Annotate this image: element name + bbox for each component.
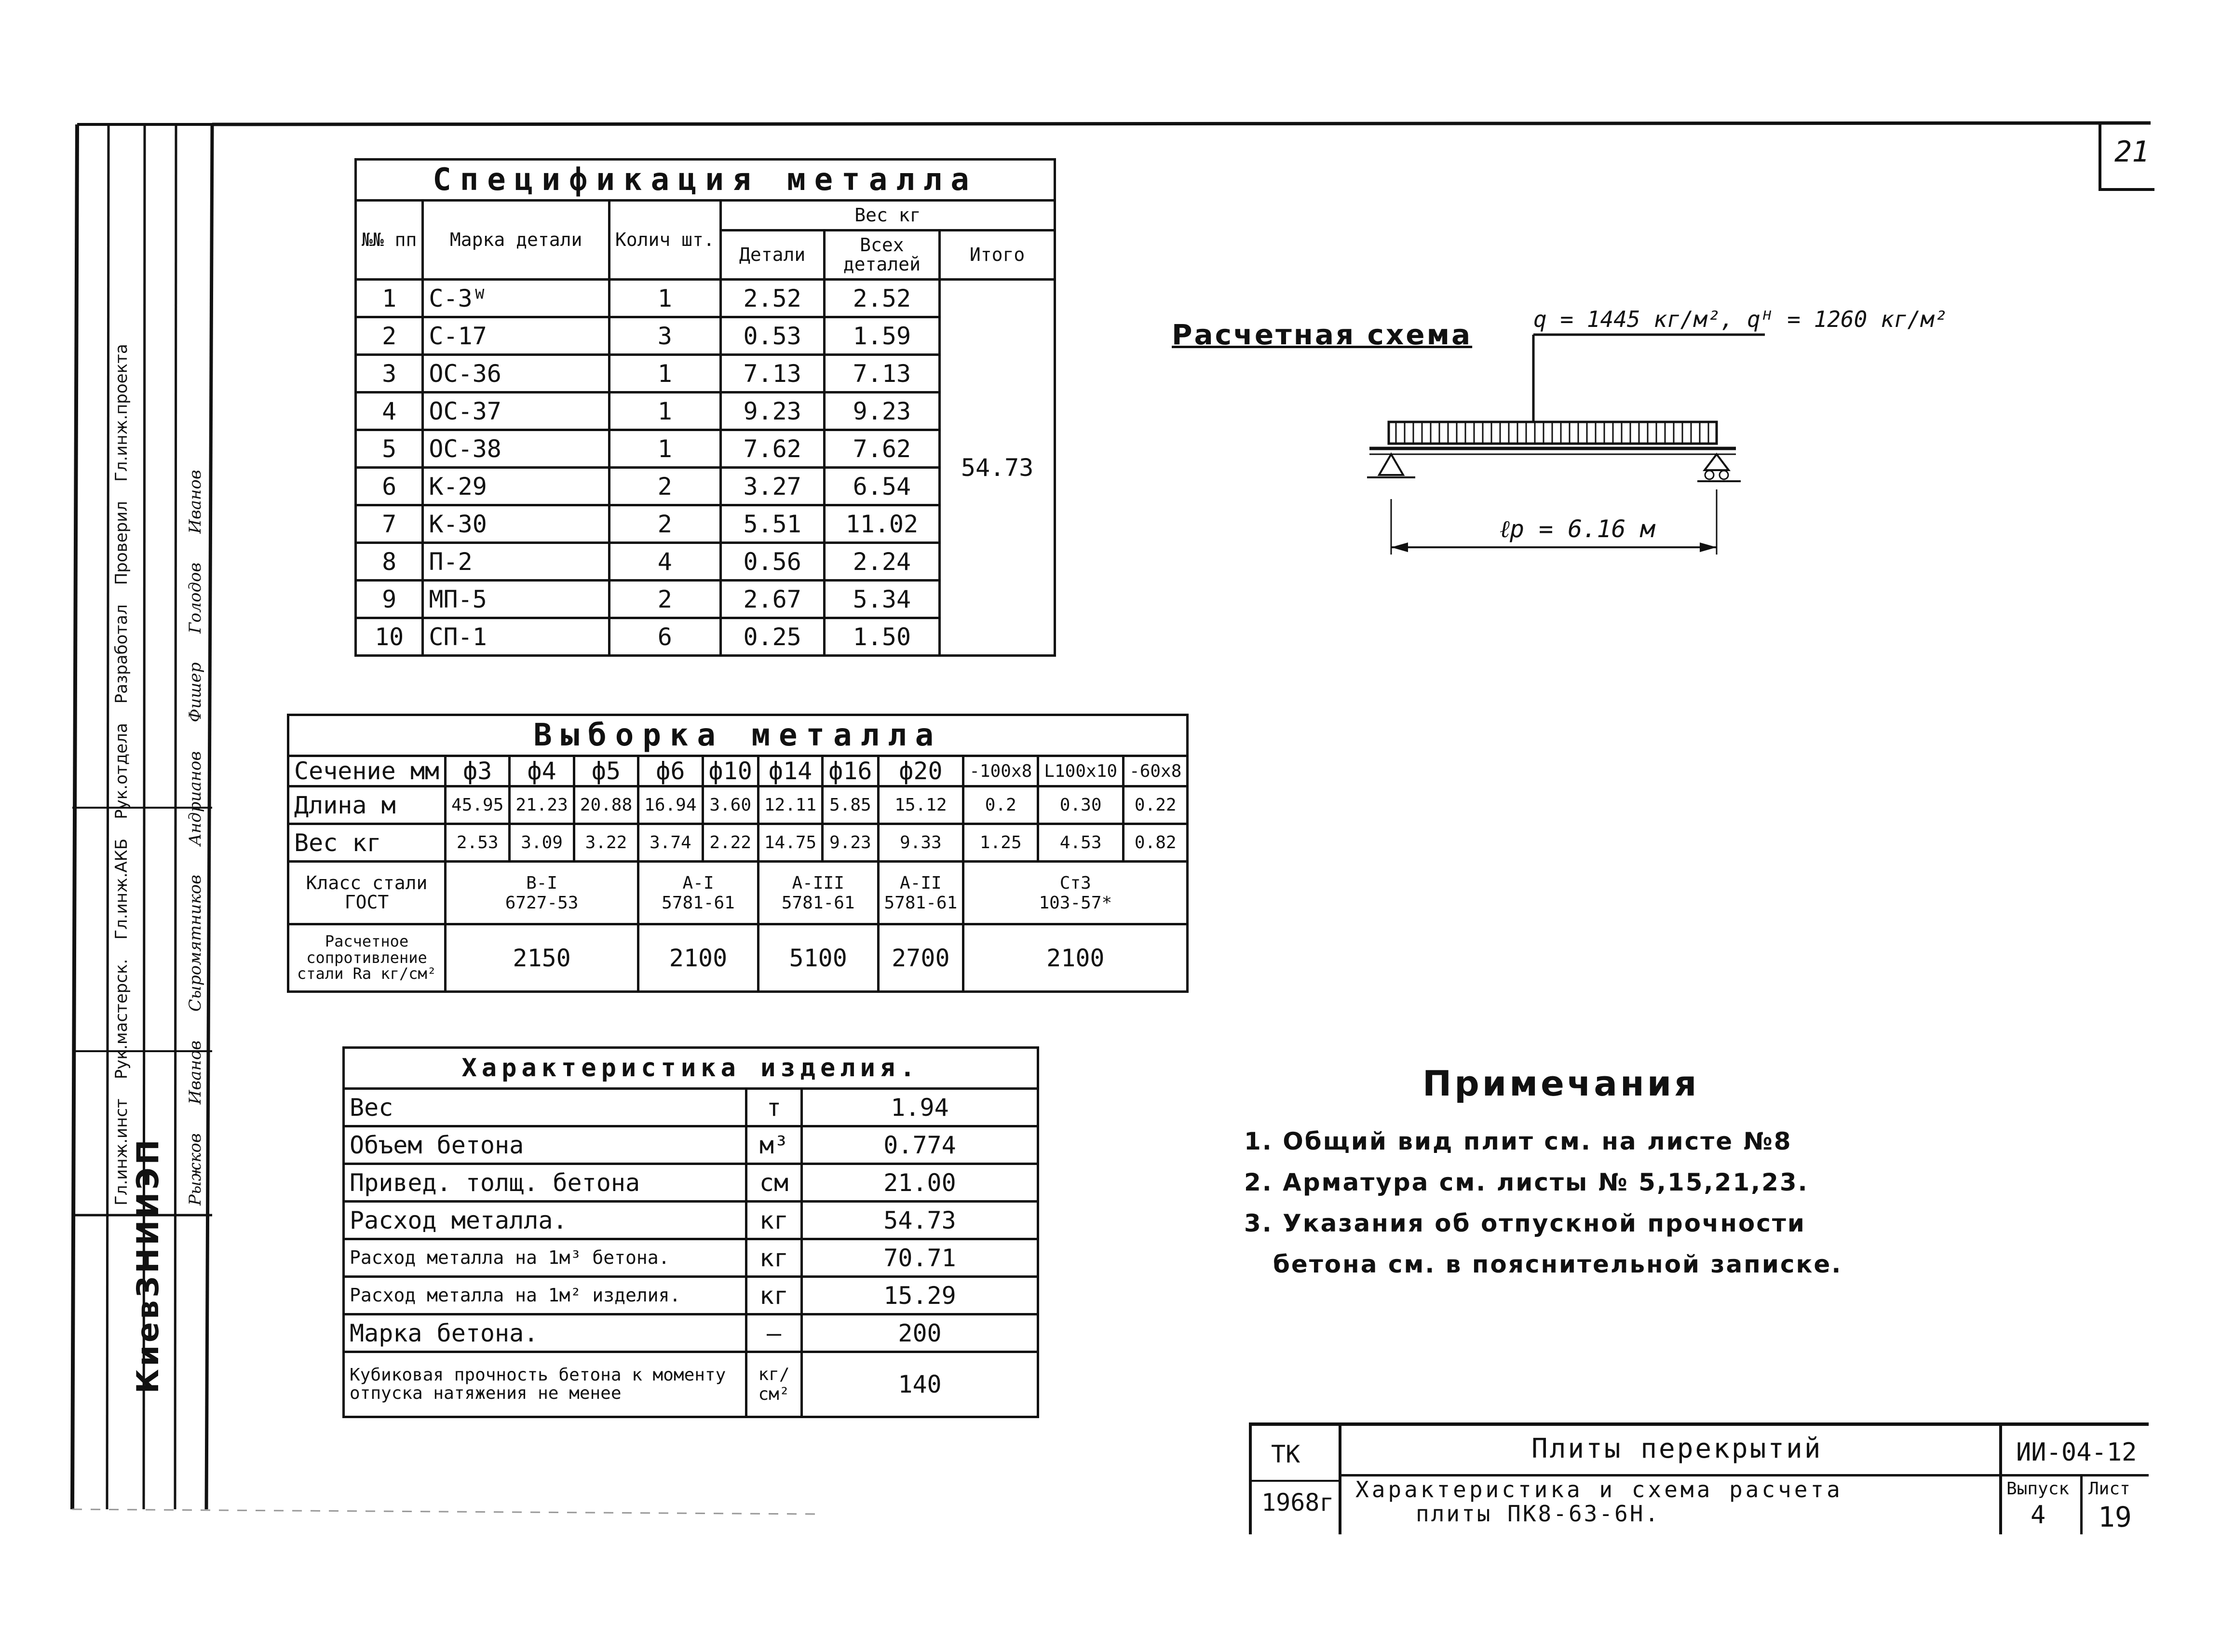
gost-number: 103-57* (1039, 893, 1112, 913)
stamp-issue-label: Выпуск (2006, 1479, 2070, 1499)
char-value: 15.29 (802, 1277, 1038, 1314)
notes-title: Примечания (1422, 1063, 1700, 1104)
vyborka-cell: -60х8 (1124, 756, 1188, 786)
spec-cell: 5.51 (720, 505, 824, 543)
vyborka-cell: 12.11 (758, 786, 822, 824)
vyborka-cell: 3.09 (510, 824, 574, 862)
table-row (344, 1239, 1038, 1277)
char-label: Марка бетона. (344, 1314, 746, 1352)
vyborka-cell: 4.53 (1038, 824, 1124, 862)
spec-cell: 9.23 (720, 393, 824, 430)
vyborka-cell: 3.60 (703, 786, 758, 824)
spec-cell: С-17 (423, 317, 609, 355)
gost-number: 5781-61 (662, 893, 735, 913)
table-row (344, 1352, 1038, 1417)
vyborka-title: Выборка металла (288, 715, 1188, 756)
vyborka-label: Сечение мм (288, 756, 446, 786)
spec-cell: П-2 (423, 543, 609, 581)
char-title: Характеристика изделия. (344, 1048, 1038, 1089)
spec-cell: 7.13 (824, 355, 940, 393)
vyborka-cell: 3.74 (638, 824, 703, 862)
spec-cell: 1.59 (824, 317, 940, 355)
title-block (1249, 1422, 2149, 1534)
vyborka-cell: L100х10 (1038, 756, 1124, 786)
spec-cell: 3 (609, 317, 720, 355)
vyborka-cell: 9.33 (878, 824, 963, 862)
side-org-label: КиевЗНИИЭП (130, 1137, 165, 1394)
table-row (344, 1089, 1038, 1126)
vyborka-cell: 2150 (446, 924, 638, 992)
spec-cell: 0.25 (720, 618, 824, 656)
vyborka-label: Расчетное сопротивление стали Rа кг/см² (288, 924, 446, 992)
stamp-org: ТК (1271, 1440, 1300, 1468)
spec-cell: 10 (356, 618, 423, 656)
vyborka-cell: 14.75 (758, 824, 822, 862)
char-label: Расход металла на 1м² изделия. (344, 1277, 746, 1314)
vyborka-label: Вес кг (288, 824, 446, 862)
vyborka-cell: 0.2 (963, 786, 1038, 824)
spec-cell: ОС-36 (423, 355, 609, 393)
note-item: 3. Указания об отпускной прочности (1244, 1209, 1806, 1237)
char-label: Расход металла. (344, 1202, 746, 1239)
char-unit: т (746, 1089, 802, 1126)
note-item: бетона см. в пояснительной записке. (1273, 1250, 1842, 1278)
char-value: 200 (802, 1314, 1038, 1352)
scheme-title: Расчетная схема (1172, 318, 1473, 351)
vyborka-cell: 2100 (638, 924, 758, 992)
table-row (344, 1277, 1038, 1314)
table-row (344, 1126, 1038, 1164)
stamp-title-main: Плиты перекрытий (1531, 1433, 1823, 1464)
vyborka-cell: 15.12 (878, 786, 963, 824)
spec-cell: 4 (356, 393, 423, 430)
char-unit: кг (746, 1202, 802, 1239)
side-name: Голодов (186, 562, 205, 634)
vyborka-cell: 3.22 (574, 824, 638, 862)
vyborka-cell: -100х8 (963, 756, 1038, 786)
spec-cell: МП-5 (423, 581, 609, 618)
char-value: 0.774 (802, 1126, 1038, 1164)
spec-cell: 2.52 (824, 280, 940, 317)
spec-col-detail: Детали (720, 230, 824, 280)
vyborka-cell: 0.22 (1124, 786, 1188, 824)
spec-total: 54.73 (940, 280, 1055, 656)
side-role: Разработал (112, 604, 131, 704)
vyborka-table (287, 714, 1189, 993)
spec-cell: 7 (356, 505, 423, 543)
table-row (288, 824, 1188, 862)
sheet-corner-number: 21 (2114, 135, 2150, 169)
table-row (288, 862, 1188, 924)
spec-cell: С-3ᵂ (423, 280, 609, 317)
spec-cell: 1 (356, 280, 423, 317)
spec-cell: 1 (609, 430, 720, 468)
vyborka-class (446, 862, 638, 924)
spec-cell: 5.34 (824, 581, 940, 618)
vyborka-cell: ф14 (758, 756, 822, 786)
char-value: 70.71 (802, 1239, 1038, 1277)
char-unit: кг (746, 1239, 802, 1277)
vyborka-cell: 2.53 (446, 824, 510, 862)
spec-cell: 1.50 (824, 618, 940, 656)
spec-col-no: №№ пп (356, 201, 423, 280)
vyborka-cell: 2.22 (703, 824, 758, 862)
spec-col-total: Итого (940, 230, 1055, 280)
class-name: Ст3 (1059, 873, 1091, 893)
table-row (344, 1164, 1038, 1202)
scheme-load-label: q = 1445 кг/м², qᴴ = 1260 кг/м² (1533, 306, 1948, 332)
spec-cell: 6 (609, 618, 720, 656)
note-item: 2. Арматура см. листы № 5,15,21,23. (1244, 1168, 1809, 1196)
vyborka-cell: 5.85 (823, 786, 878, 824)
vyborka-cell: ф3 (446, 756, 510, 786)
spec-table (354, 158, 1056, 657)
note-item: 1. Общий вид плит см. на листе №8 (1244, 1127, 1792, 1155)
char-unit: кг/см² (746, 1352, 802, 1417)
stamp-sheet-label: Лист (2088, 1479, 2130, 1499)
side-role: Проверил (112, 501, 131, 585)
vyborka-cell: ф20 (878, 756, 963, 786)
stamp-title-sub: Характеристика и схема расчета (1355, 1476, 1843, 1503)
stamp-year: 1968г (1261, 1489, 1334, 1517)
char-unit: кг (746, 1277, 802, 1314)
vyborka-cell: 0.82 (1124, 824, 1188, 862)
side-role: Рук.отдела (112, 723, 131, 819)
spec-cell: 1 (609, 393, 720, 430)
spec-cell: 1 (609, 280, 720, 317)
vyborka-label: Длина м (288, 786, 446, 824)
table-row (344, 1314, 1038, 1352)
spec-title: Спецификация металла (356, 160, 1055, 201)
vyborka-cell: ф5 (574, 756, 638, 786)
char-unit: м³ (746, 1126, 802, 1164)
spec-cell: 9 (356, 581, 423, 618)
vyborka-class (878, 862, 963, 924)
char-label: Вес (344, 1089, 746, 1126)
class-name: А-III (792, 873, 844, 893)
vyborka-label: Класс стали ГОСТ (288, 862, 446, 924)
vyborka-cell: 1.25 (963, 824, 1038, 862)
spec-cell: 0.53 (720, 317, 824, 355)
spec-cell: 7.62 (824, 430, 940, 468)
class-name: А-II (900, 873, 942, 893)
char-unit: — (746, 1314, 802, 1352)
spec-col-qty: Колич шт. (609, 201, 720, 280)
spec-cell: 2 (356, 317, 423, 355)
class-name: А-I (682, 873, 714, 893)
spec-cell: 2 (609, 468, 720, 505)
spec-col-weight: Вес кг (720, 201, 1055, 230)
side-name: Иванов (186, 470, 205, 534)
vyborka-cell: ф16 (823, 756, 878, 786)
vyborka-cell: 9.23 (823, 824, 878, 862)
gost-number: 5781-61 (781, 893, 855, 913)
side-roles (112, 344, 131, 1205)
vyborka-cell: 20.88 (574, 786, 638, 824)
scheme-span-label: ℓр = 6.16 м (1500, 515, 1655, 543)
side-name: Иванов (186, 1040, 205, 1105)
char-label: Привед. толщ. бетона (344, 1164, 746, 1202)
table-row (288, 786, 1188, 824)
spec-cell: 2.52 (720, 280, 824, 317)
spec-cell: ОС-37 (423, 393, 609, 430)
spec-cell: 2.24 (824, 543, 940, 581)
side-name: Сыромятников (186, 875, 205, 1012)
vyborka-cell: ф10 (703, 756, 758, 786)
vyborka-cell: 0.30 (1038, 786, 1124, 824)
side-role: Гл.инж.проекта (112, 344, 131, 482)
table-row (356, 280, 1055, 317)
char-unit: см (746, 1164, 802, 1202)
spec-cell: 3.27 (720, 468, 824, 505)
vyborka-cell: 21.23 (510, 786, 574, 824)
char-label: Объем бетона (344, 1126, 746, 1164)
stamp-sheet: 19 (2098, 1501, 2132, 1533)
spec-cell: 7.62 (720, 430, 824, 468)
class-name: В-I (526, 873, 558, 893)
spec-cell: 2.67 (720, 581, 824, 618)
spec-cell: 0.56 (720, 543, 824, 581)
side-role: Рук.мастерск. (112, 959, 131, 1080)
vyborka-cell: 16.94 (638, 786, 703, 824)
char-value: 1.94 (802, 1089, 1038, 1126)
side-name: Андрианов (186, 751, 205, 846)
vyborka-class (638, 862, 758, 924)
spec-cell: К-29 (423, 468, 609, 505)
char-label: Расход металла на 1м³ бетона. (344, 1239, 746, 1277)
vyborka-cell: 2700 (878, 924, 963, 992)
table-row (288, 756, 1188, 786)
notes-list (1244, 1121, 1842, 1285)
side-names (186, 434, 205, 1205)
char-table (342, 1046, 1039, 1418)
spec-cell: 7.13 (720, 355, 824, 393)
vyborka-cell: 5100 (758, 924, 878, 992)
spec-cell: 6.54 (824, 468, 940, 505)
spec-cell: 8 (356, 543, 423, 581)
side-role: Гл.инж.АКБ (112, 838, 131, 940)
table-row (344, 1202, 1038, 1239)
spec-cell: К-30 (423, 505, 609, 543)
vyborka-cell: 2100 (963, 924, 1188, 992)
vyborka-cell: 45.95 (446, 786, 510, 824)
spec-cell: 2 (609, 505, 720, 543)
stamp-title-plate: плиты ПК8-63-6Н. (1416, 1501, 1661, 1527)
char-value: 140 (802, 1352, 1038, 1417)
spec-cell: 6 (356, 468, 423, 505)
spec-cell: 1 (609, 355, 720, 393)
side-role: Гл.инж.инст (112, 1098, 131, 1205)
spec-cell: ОС-38 (423, 430, 609, 468)
gost-number: 6727-53 (505, 893, 579, 913)
spec-col-mark: Марка детали (423, 201, 609, 280)
char-value: 21.00 (802, 1164, 1038, 1202)
spec-cell: 5 (356, 430, 423, 468)
gost-number: 5781-61 (884, 893, 958, 913)
spec-col-all: Всех деталей (824, 230, 940, 280)
spec-cell: 2 (609, 581, 720, 618)
side-name: Рыжков (186, 1133, 205, 1205)
spec-cell: 3 (356, 355, 423, 393)
stamp-issue: 4 (2031, 1501, 2046, 1530)
stamp-code: ИИ-04-12 (2016, 1438, 2137, 1467)
spec-cell: 9.23 (824, 393, 940, 430)
char-label: Кубиковая прочность бетона к моменту отпуска натяжения не менее (344, 1352, 746, 1417)
side-name: Фишер (186, 662, 205, 722)
spec-cell: 11.02 (824, 505, 940, 543)
vyborka-cell: ф6 (638, 756, 703, 786)
vyborka-class (963, 862, 1188, 924)
table-row (288, 924, 1188, 992)
vyborka-cell: ф4 (510, 756, 574, 786)
vyborka-class (758, 862, 878, 924)
char-value: 54.73 (802, 1202, 1038, 1239)
spec-cell: СП-1 (423, 618, 609, 656)
spec-cell: 4 (609, 543, 720, 581)
